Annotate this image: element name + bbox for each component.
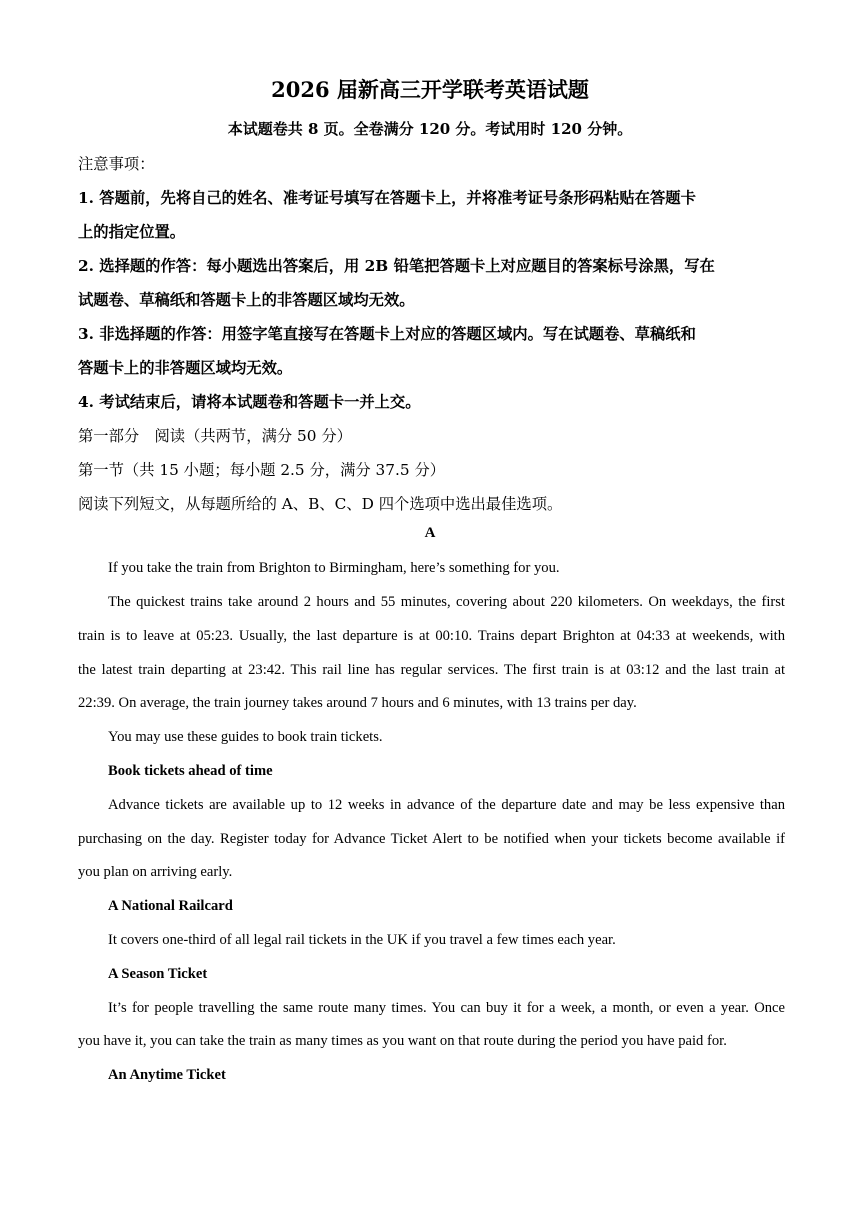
notice-heading: 注意事项： [78,155,155,173]
passage-line: It covers one-third of all legal rail tickets in the UK if you travel a few times each year. [108,932,616,948]
passage-line: the latest train departing at 23:42. This rail line has regular services. The first train is at 03:12 and the last train at [78,662,785,678]
passage-line: You may use these guides to book train tickets. [108,729,383,745]
notice-line: 试题卷、草稿纸和答题卡上的非答题区域均无效。 [78,291,415,309]
notice-line: 3. 非选择题的作答：用签字笔直接写在答题卡上对应的答题区域内。写在试题卷、草稿纸和 [78,325,696,343]
section-instruction: 阅读下列短文，从每题所给的 A、B、C、D 四个选项中选出最佳选项。 [78,495,563,513]
passage-line: purchasing on the day. Register today for Advance Ticket Alert to be notified when your tickets become available if [78,831,785,847]
passage-subheading: Book tickets ahead of time [108,763,273,779]
notice-line: 4. 考试结束后，请将本试题卷和答题卡一并上交。 [78,393,421,411]
passage-line: It’s for people travelling the same route many times. You can buy it for a week, a month, or even a year. Once [108,1000,785,1016]
notice-line: 上的指定位置。 [78,223,186,241]
passage-subheading: A National Railcard [108,898,233,914]
notice-line: 答题卡上的非答题区域均无效。 [78,359,293,377]
passage-letter: A [424,525,436,541]
passage-line: The quickest trains take around 2 hours and 55 minutes, covering about 220 kilometers. On weekdays, the first [108,594,785,610]
passage-line: train is to leave at 05:23. Usually, the last departure is at 00:10. Trains depart Brighton at 04:33 at weekends, with [78,628,785,644]
passage-intro: If you take the train from Brighton to Birmingham, here’s something for you. [108,560,560,576]
passage-line: 22:39. On average, the train journey takes around 7 hours and 6 minutes, with 13 trains per day. [78,695,637,711]
passage-subheading: A Season Ticket [108,966,208,982]
notice-line: 1. 答题前，先将自己的姓名、准考证号填写在答题卡上，并将准考证号条形码粘贴在答题卡 [78,189,696,207]
passage-line: Advance tickets are available up to 12 weeks in advance of the departure date and may be less expensive than [108,797,785,813]
part-heading: 第一部分 阅读（共两节，满分 50 分） [78,427,352,445]
passage-subheading: An Anytime Ticket [108,1067,226,1083]
passage-line: you have it, you can take the train as many times as you want on that route during the period you have paid for. [78,1033,727,1049]
page-subtitle: 本试题卷共 8 页。全卷满分 120 分。考试用时 120 分钟。 [227,120,633,138]
section-heading: 第一节（共 15 小题；每小题 2.5 分，满分 37.5 分） [78,461,446,479]
passage-line: you plan on arriving early. [78,864,233,880]
notice-line: 2. 选择题的作答：每小题选出答案后，用 2B 铅笔把答题卡上对应题目的答案标号涂黑，写在 [78,257,715,275]
page-title: 2026 届新高三开学联考英语试题 [271,77,589,102]
